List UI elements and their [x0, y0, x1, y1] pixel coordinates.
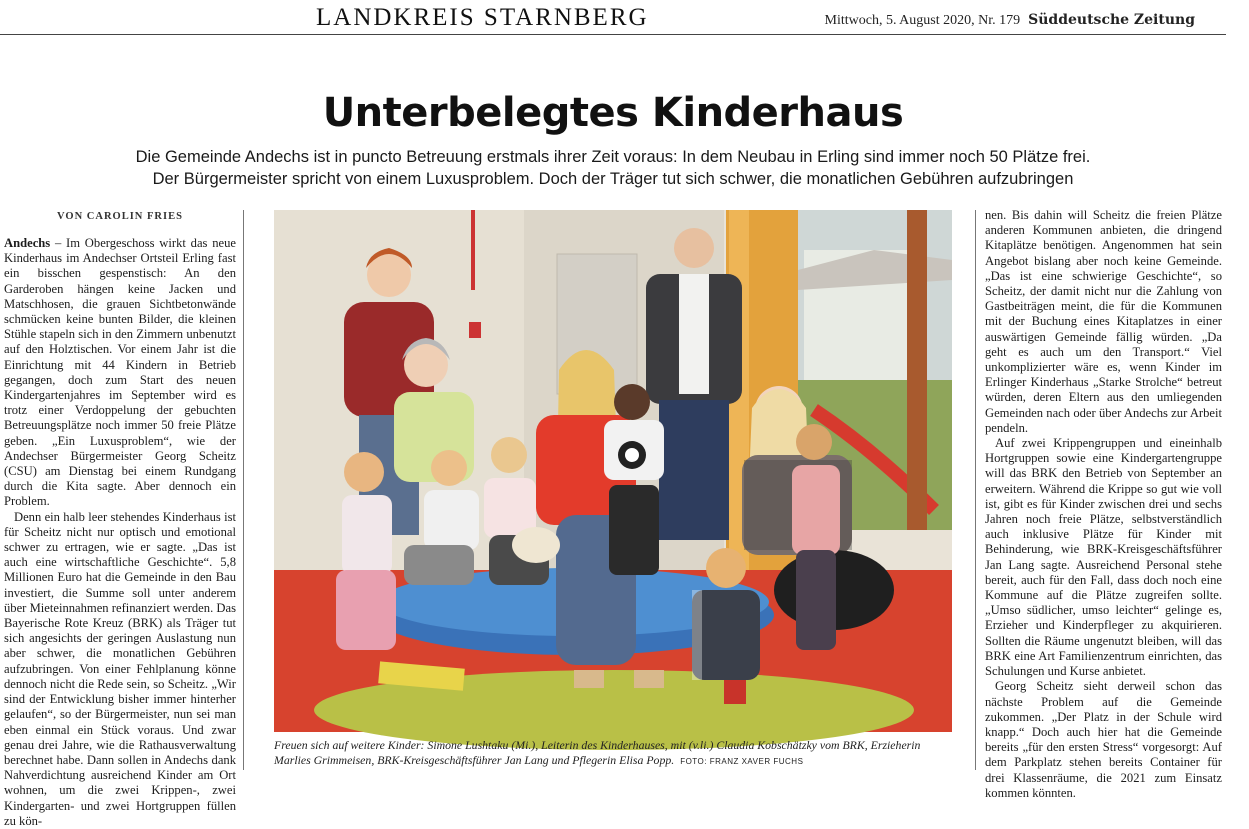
paragraph: Auf zwei Krippengruppen und eineinhalb Hortgruppen sowie eine Kindergartengruppe will das BRK den Betrieb von September an erweitern. Während die Krippe so gut wie voll ist, gibt es für Kinder zwischen drei und sechs Jahren noch freie Plätze, selbstverständlich auch inklusive Plätze für Kinder mit Behinderung, wie BRK-Kreisgeschäftsführer Jan Lang sagte. Ausreichend Personal stehe bereit, auch für den Fall, dass doch noch eine Kommune auf die Plätze zugreifen sollte. „Umso südlicher, umso leichter“ gelinge es, Erzieher und Kinderpfleger zu akquirieren. Sollten die Räume ungenutzt bleiben, will das BRK eine Art Familienzentrum einrichten, das Schulungen und Kurse anbietet. — [985, 436, 1222, 679]
article-column-left — [4, 236, 236, 828]
article-photo — [274, 210, 952, 732]
byline: VON CAROLIN FRIES — [57, 211, 183, 222]
masthead — [0, 0, 1249, 36]
article-column-right — [985, 208, 1222, 800]
paragraph: nen. Bis dahin will Scheitz die freien Plätze anderen Kommunen anbieten, die dringend Kitaplätze benötigen. Angenommen hat sein Angebot bislang aber noch keine Gemeinde. „Das ist eine schwierige Geschichte“, so Scheitz, der damit nicht nur die Zahlung von Gastbeiträgen meint, die für die Kommunen mit der Buchung eines Kitaplatzes in einer auswärtigen Gemeinde fällig würden. „Da geht es auch um den Transport.“ Viel unkomplizierter wäre es, wenn Kinder im Erlinger Kinderhaus „Starke Strolche“ betreut würden, deren Eltern aus den umliegenden Gemeinden nach oder über Andechs zur Arbeit pendeln. — [985, 208, 1222, 435]
headline: Unterbelegtes Kinderhaus — [322, 90, 904, 136]
issue-info — [825, 12, 1195, 29]
paragraph: Andechs – Im Obergeschoss wirkt das neue Kinderhaus im Andechser Ortsteil Erling fast ein bisschen gespenstisch: An den Garderoben hängen keine Jacken und Matschhosen, die grauen Sichtbetonwände schmücken keine bunten Bilder, die kleinen Stühle stapeln sich in den Zimmern unbenutzt auf den Holztischen. Vor einem Jahr ist die Einrichtung mit 44 Kindern in Betrieb gegangen, doch zum Start des neuen Kindergartenjahres im September wird es trotz einer Verdoppelung der gebuchten Betreuungsplätze noch immer 50 freie Plätze geben. „Ein Luxusproblem“, wie der Andechser Bürgermeister Georg Scheitz (CSU) am Dienstag bei einem Rundgang durch die Kita sagte. Aber dennoch ein Problem. — [4, 236, 236, 509]
dateline: Andechs — [4, 236, 51, 250]
paragraph: Georg Scheitz sieht derweil schon das nächste Problem auf die Gemeinde zukommen. „Der Platz in der Schule wird knapp.“ Doch auch hier hat die Gemeinde bereits „für den ersten Stress“ vorgesorgt: Auf dem Parkplatz stehen bereits Container für drei Klassenräume, die 2021 zum Einsatz kommen könnten. — [985, 679, 1222, 800]
dek — [120, 146, 1106, 190]
column-divider-right — [975, 210, 976, 770]
issue-date: Mittwoch, 5. August 2020, Nr. 179 — [824, 13, 1021, 28]
photo-credit: FOTO: FRANZ XAVER FUCHS — [680, 757, 804, 766]
dek-line-1: Die Gemeinde Andechs ist in puncto Betreuung erstmals ihrer Zeit voraus: In dem Neubau in Erling sind immer noch 50 Plätze frei. — [135, 148, 1091, 166]
paragraph: Denn ein halb leer stehendes Kinderhaus ist für Scheitz nicht nur optisch und emotional schwer zu ertragen, wie er sagte. „Das ist auch eine wirtschaftliche Geschichte“. 5,8 Millionen Euro hat die Gemeinde in den Bau investiert, die Summe soll unter anderem über Mieteinnahmen refinanziert werden. Das Bayerische Rote Kreuz (BRK) als Träger tut sich angesichts der geringen Auslastung nun aber schwer, die monatlichen Gebühren aufzubringen. Von einer Fehlplanung könne dennoch nicht die Rede sein, so Scheitz. „Wir sind der Entwicklung bisher immer hinterher gelaufen“, so der Bürgermeister, nun sei man eben einmal ein Stück voraus. Und zwar genau drei Jahre, wie die Rathausverwaltung berechnet habe. Dann sollen in Andechs dank Nahverdichtung ausreichend Kinder am Ort wohnen, um die zwei Krippen-, zwei Kindergarten- und zwei Hortgruppen füllen zu kön- — [4, 509, 236, 828]
newspaper-name: Süddeutsche Zeitung — [1028, 12, 1195, 28]
photo-caption — [274, 738, 952, 769]
caption-text: Freuen sich auf weitere Kinder: Simone Lushtaku (Mi.), Leiterin des Kinderhauses, mit (v.li.) Claudia Kobschätzky vom BRK, Erzieherin Marlies Grimmeisen, BRK-Kreisgeschäftsführer Jan Lang und Pflegerin Elisa Popp. — [274, 738, 921, 767]
column-divider-left — [243, 210, 244, 770]
masthead-rule — [0, 34, 1226, 35]
dek-line-2: Der Bürgermeister spricht von einem Luxusproblem. Doch der Träger tut sich schwer, die monatlichen Gebühren aufzubringen — [152, 170, 1074, 188]
section-title: LANDKREIS STARNBERG — [316, 4, 649, 31]
